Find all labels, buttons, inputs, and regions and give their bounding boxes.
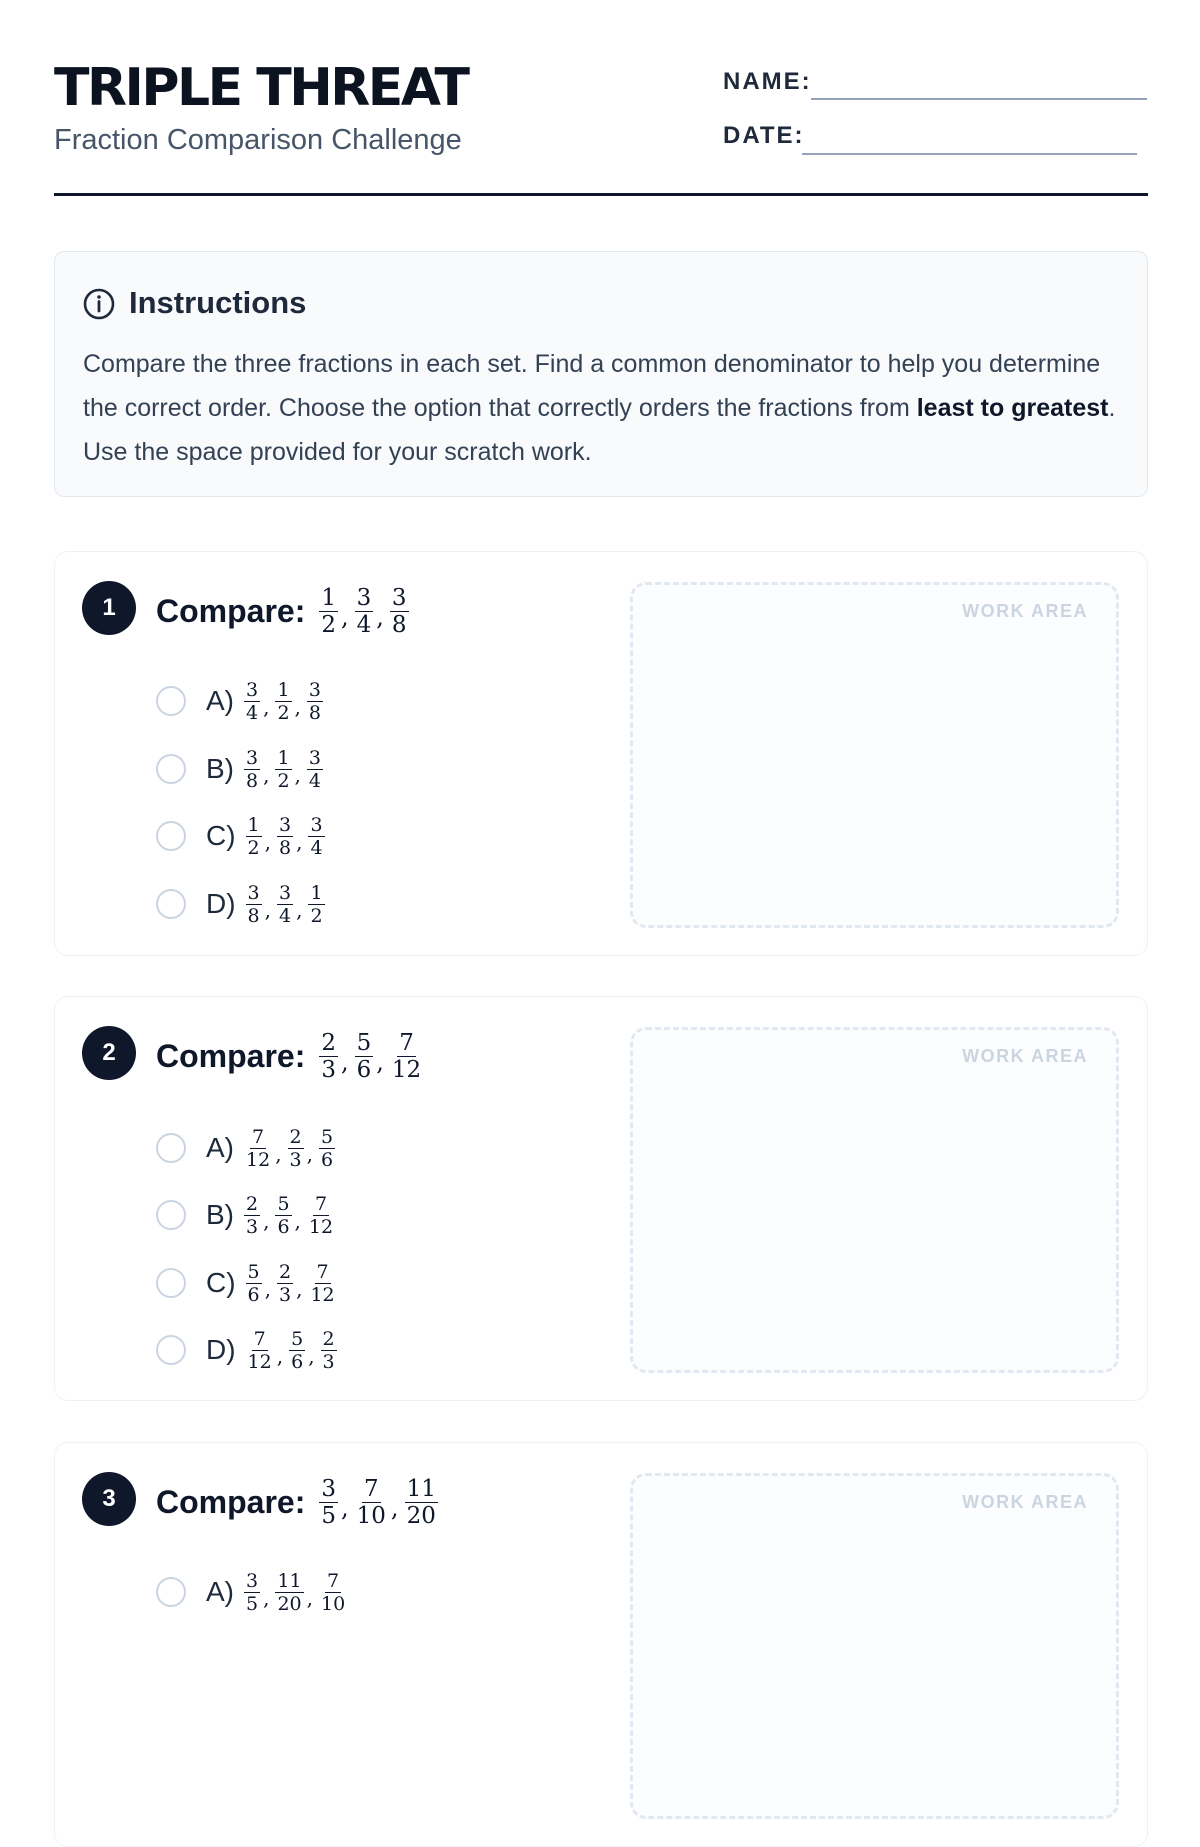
answer-option-a[interactable]: A) $\frac{7}{12}$ , $\frac{2}{3}$ , $\frac{5}{6}$ [156, 1123, 335, 1173]
option-letter: C) [206, 1267, 236, 1298]
work-area[interactable] [630, 582, 1119, 928]
fraction: $\frac{3}{4}$ [279, 881, 292, 927]
work-area-label: WORK AREA [962, 1492, 1088, 1512]
answer-option-d[interactable]: D) $\frac{7}{12}$ , $\frac{5}{6}$ , $\frac{2}{3}$ [156, 1325, 337, 1375]
answer-option-c[interactable]: C) $\frac{1}{2}$ , $\frac{3}{8}$ , $\frac{3}{4}$ [156, 811, 325, 861]
fraction: $\frac{2}{3}$ [322, 1327, 335, 1373]
page-title: TRIPLE THREAT [54, 58, 468, 118]
option-letter: A) [206, 1132, 234, 1163]
fraction: $\frac{3}{4}$ [356, 584, 372, 638]
fraction: $\frac{1}{2}$ [277, 746, 290, 792]
fraction: $\frac{3}{5}$ [321, 1475, 336, 1529]
instructions-text: Compare the three fractions in each set. Find a common denominator to help you determine the correct order. Choose the option that correctly orders the fractions from least to greatest. Use the space provided for your scratch work. [83, 350, 1116, 466]
fraction: $\frac{3}{4}$ [246, 678, 259, 724]
fraction: $\frac{3}{8}$ [391, 584, 407, 638]
fraction: $\frac{3}{8}$ [308, 678, 321, 724]
work-area[interactable] [630, 1473, 1119, 1819]
radio-button[interactable] [156, 754, 186, 784]
radio-button[interactable] [156, 1133, 186, 1163]
header-divider [54, 193, 1148, 196]
work-area-label: WORK AREA [962, 601, 1088, 621]
question-number-badge: 2 [82, 1026, 136, 1080]
option-letter: D) [206, 888, 236, 919]
fraction: $\frac{5}{6}$ [321, 1125, 334, 1171]
radio-button[interactable] [156, 1268, 186, 1298]
name-field[interactable] [811, 98, 1147, 100]
fraction: $\frac{7}{12}$ [246, 1125, 271, 1171]
option-letter: A) [206, 1576, 234, 1607]
radio-button[interactable] [156, 1577, 186, 1607]
option-letter: C) [206, 820, 236, 851]
question-card [54, 551, 1148, 956]
fraction: $\frac{11}{20}$ [406, 1475, 436, 1529]
fraction: $\frac{5}{6}$ [277, 1192, 290, 1238]
fraction: $\frac{3}{4}$ [310, 813, 323, 859]
radio-button[interactable] [156, 1200, 186, 1230]
fraction: $\frac{5}{6}$ [291, 1327, 304, 1373]
fraction: $\frac{1}{2}$ [321, 584, 336, 638]
fraction: $\frac{7}{12}$ [391, 1029, 422, 1083]
radio-button[interactable] [156, 1335, 186, 1365]
fraction: $\frac{7}{12}$ [308, 1192, 334, 1238]
question-card [54, 1442, 1148, 1847]
fraction: $\frac{7}{10}$ [321, 1569, 346, 1615]
radio-button[interactable] [156, 889, 186, 919]
answer-option-c[interactable]: C) $\frac{5}{6}$ , $\frac{2}{3}$ , $\frac{7}{12}$ [156, 1258, 337, 1308]
instructions-emphasis: least to greatest [916, 394, 1109, 422]
fraction: $\frac{2}{3}$ [279, 1260, 292, 1306]
question-number-badge: 1 [82, 581, 136, 635]
answer-option-b[interactable]: B) $\frac{2}{3}$ , $\frac{5}{6}$ , $\frac{7}{12}$ [156, 1190, 335, 1240]
fraction: $\frac{3}{4}$ [308, 746, 321, 792]
fraction: $\frac{3}{5}$ [246, 1569, 259, 1615]
fraction: $\frac{7}{10}$ [356, 1475, 386, 1529]
name-label: NAME: [723, 68, 812, 95]
radio-button[interactable] [156, 821, 186, 851]
answer-option-a[interactable]: A) $\frac{3}{4}$ , $\frac{1}{2}$ , $\frac{3}{8}$ [156, 676, 323, 726]
fraction: $\frac{7}{12}$ [310, 1260, 335, 1306]
answer-option-d[interactable]: D) $\frac{3}{8}$ , $\frac{3}{4}$ , $\frac{1}{2}$ [156, 879, 325, 929]
fraction: $\frac{5}{6}$ [356, 1029, 372, 1083]
fraction: $\frac{1}{2}$ [310, 881, 323, 927]
fraction: $\frac{3}{8}$ [246, 746, 259, 792]
fraction: $\frac{5}{6}$ [247, 1260, 260, 1306]
answer-option-a[interactable]: A) $\frac{3}{5}$ , $\frac{11}{20}$ , $\frac{7}{10}$ [156, 1567, 347, 1617]
fraction: $\frac{1}{2}$ [277, 678, 290, 724]
info-icon [82, 287, 116, 321]
radio-button[interactable] [156, 686, 186, 716]
fraction: $\frac{11}{20}$ [277, 1569, 302, 1615]
question-prompt: Compare: $\frac{2}{3}$ , $\frac{5}{6}$ , $\frac{7}{12}$ [156, 1029, 422, 1083]
work-area[interactable] [630, 1027, 1119, 1373]
fraction: $\frac{1}{2}$ [247, 813, 260, 859]
fraction: $\frac{2}{3}$ [289, 1125, 302, 1171]
compare-label: Compare: [156, 1037, 306, 1074]
fraction: $\frac{3}{8}$ [279, 813, 292, 859]
option-letter: B) [206, 753, 234, 784]
question-prompt: Compare: $\frac{1}{2}$ , $\frac{3}{4}$ , $\frac{3}{8}$ [156, 584, 407, 638]
page-subtitle: Fraction Comparison Challenge [54, 124, 462, 156]
date-field[interactable] [802, 153, 1137, 155]
fraction: $\frac{2}{3}$ [321, 1029, 336, 1083]
compare-label: Compare: [156, 592, 306, 629]
question-prompt: Compare: $\frac{3}{5}$ , $\frac{7}{10}$ , $\frac{11}{20}$ [156, 1475, 436, 1529]
work-area-label: WORK AREA [962, 1046, 1088, 1066]
option-letter: A) [206, 685, 234, 716]
question-card [54, 996, 1148, 1401]
instructions-title: Instructions [129, 285, 307, 320]
fraction: $\frac{2}{3}$ [246, 1192, 259, 1238]
answer-option-b[interactable]: B) $\frac{3}{8}$ , $\frac{1}{2}$ , $\frac{3}{4}$ [156, 744, 323, 794]
option-letter: B) [206, 1199, 234, 1230]
compare-label: Compare: [156, 1483, 306, 1520]
fraction: $\frac{3}{8}$ [247, 881, 260, 927]
question-number-badge: 3 [82, 1472, 136, 1526]
instructions-box [54, 251, 1148, 497]
fraction: $\frac{7}{12}$ [247, 1327, 272, 1373]
date-label: DATE: [723, 122, 805, 149]
option-letter: D) [206, 1334, 236, 1365]
